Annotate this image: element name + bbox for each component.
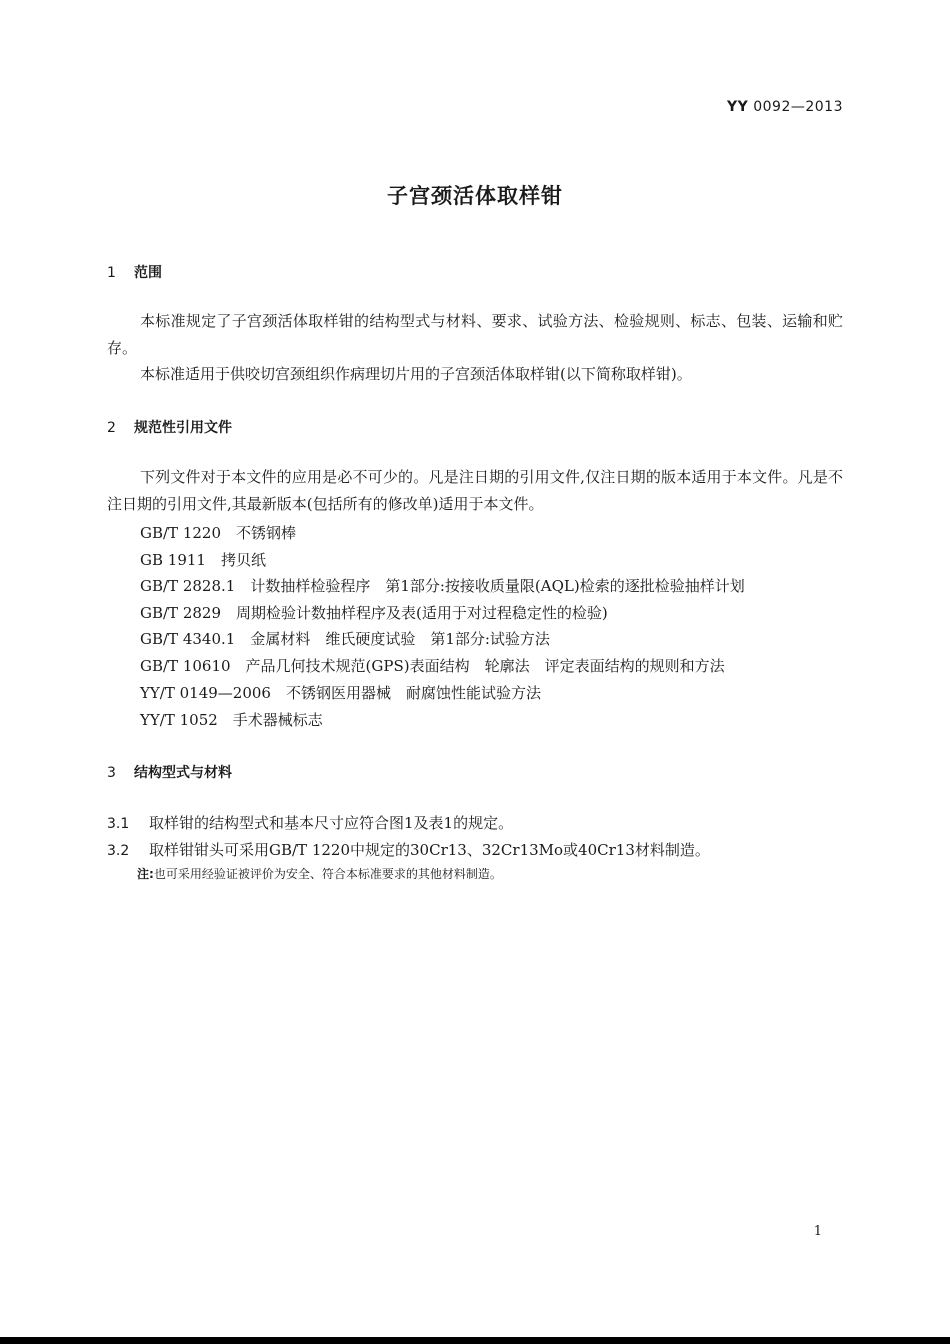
note-label: 注: [137, 867, 154, 881]
standard-code [727, 99, 843, 115]
clause-number: 3.2 [107, 843, 130, 859]
section-number: 2 [107, 420, 116, 436]
section-title: 范围 [134, 265, 162, 281]
normative-reference: YY/T 0149—2006 不锈钢医用器械 耐腐蚀性能试验方法 [140, 684, 541, 702]
document-title: 子宫颈活体取样钳 [387, 184, 563, 208]
normative-reference: GB 1911 拷贝纸 [140, 551, 266, 569]
section-1-paragraph-1: 本标准规定了子宫颈活体取样钳的结构型式与材料、要求、试验方法、检验规则、标志、包装、运输和贮存。 [107, 312, 843, 357]
clause-3-2 [107, 839, 710, 860]
normative-reference: GB/T 1220 不锈钢棒 [140, 524, 297, 542]
normative-reference: GB/T 2828.1 计数抽样检验程序 第1部分:按接收质量限(AQL)检索的逐批检验抽样计划 [140, 577, 745, 595]
normative-reference: GB/T 10610 产品几何技术规范(GPS)表面结构 轮廓法 评定表面结构的规则和方法 [140, 657, 725, 675]
normative-reference: YY/T 1052 手术器械标志 [140, 711, 323, 729]
note-text: 也可采用经验证被评价为安全、符合本标准要求的其他材料制造。 [153, 867, 502, 881]
section-1-heading [107, 262, 162, 282]
normative-reference: GB/T 2829 周期检验计数抽样程序及表(适用于对过程稳定性的检验) [140, 604, 608, 622]
section-number: 3 [107, 765, 116, 781]
section-3-heading [107, 762, 232, 782]
standard-number: 0092—2013 [753, 99, 843, 115]
clause-text: 取样钳钳头可采用GB/T 1220中规定的30Cr13、32Cr13Mo或40Cr13材料制造。 [149, 841, 710, 859]
clause-note [137, 865, 502, 882]
section-2-heading [107, 417, 232, 437]
bottom-edge-rule [0, 1337, 950, 1344]
standard-prefix: YY [727, 99, 749, 115]
clause-text: 取样钳的结构型式和基本尺寸应符合图1及表1的规定。 [149, 814, 514, 832]
section-title: 规范性引用文件 [134, 420, 232, 436]
normative-reference: GB/T 4340.1 金属材料 维氏硬度试验 第1部分:试验方法 [140, 630, 550, 648]
section-title: 结构型式与材料 [134, 765, 232, 781]
clause-number: 3.1 [107, 816, 130, 832]
section-number: 1 [107, 265, 116, 281]
clause-3-1 [107, 812, 513, 833]
section-2-paragraph-1: 下列文件对于本文件的应用是必不可少的。凡是注日期的引用文件,仅注日期的版本适用于本文件。凡是不注日期的引用文件,其最新版本(包括所有的修改单)适用于本文件。 [107, 468, 843, 513]
section-1-paragraph-2: 本标准适用于供咬切宫颈组织作病理切片用的子宫颈活体取样钳(以下简称取样钳)。 [140, 365, 692, 383]
page-number: 1 [813, 1224, 822, 1239]
